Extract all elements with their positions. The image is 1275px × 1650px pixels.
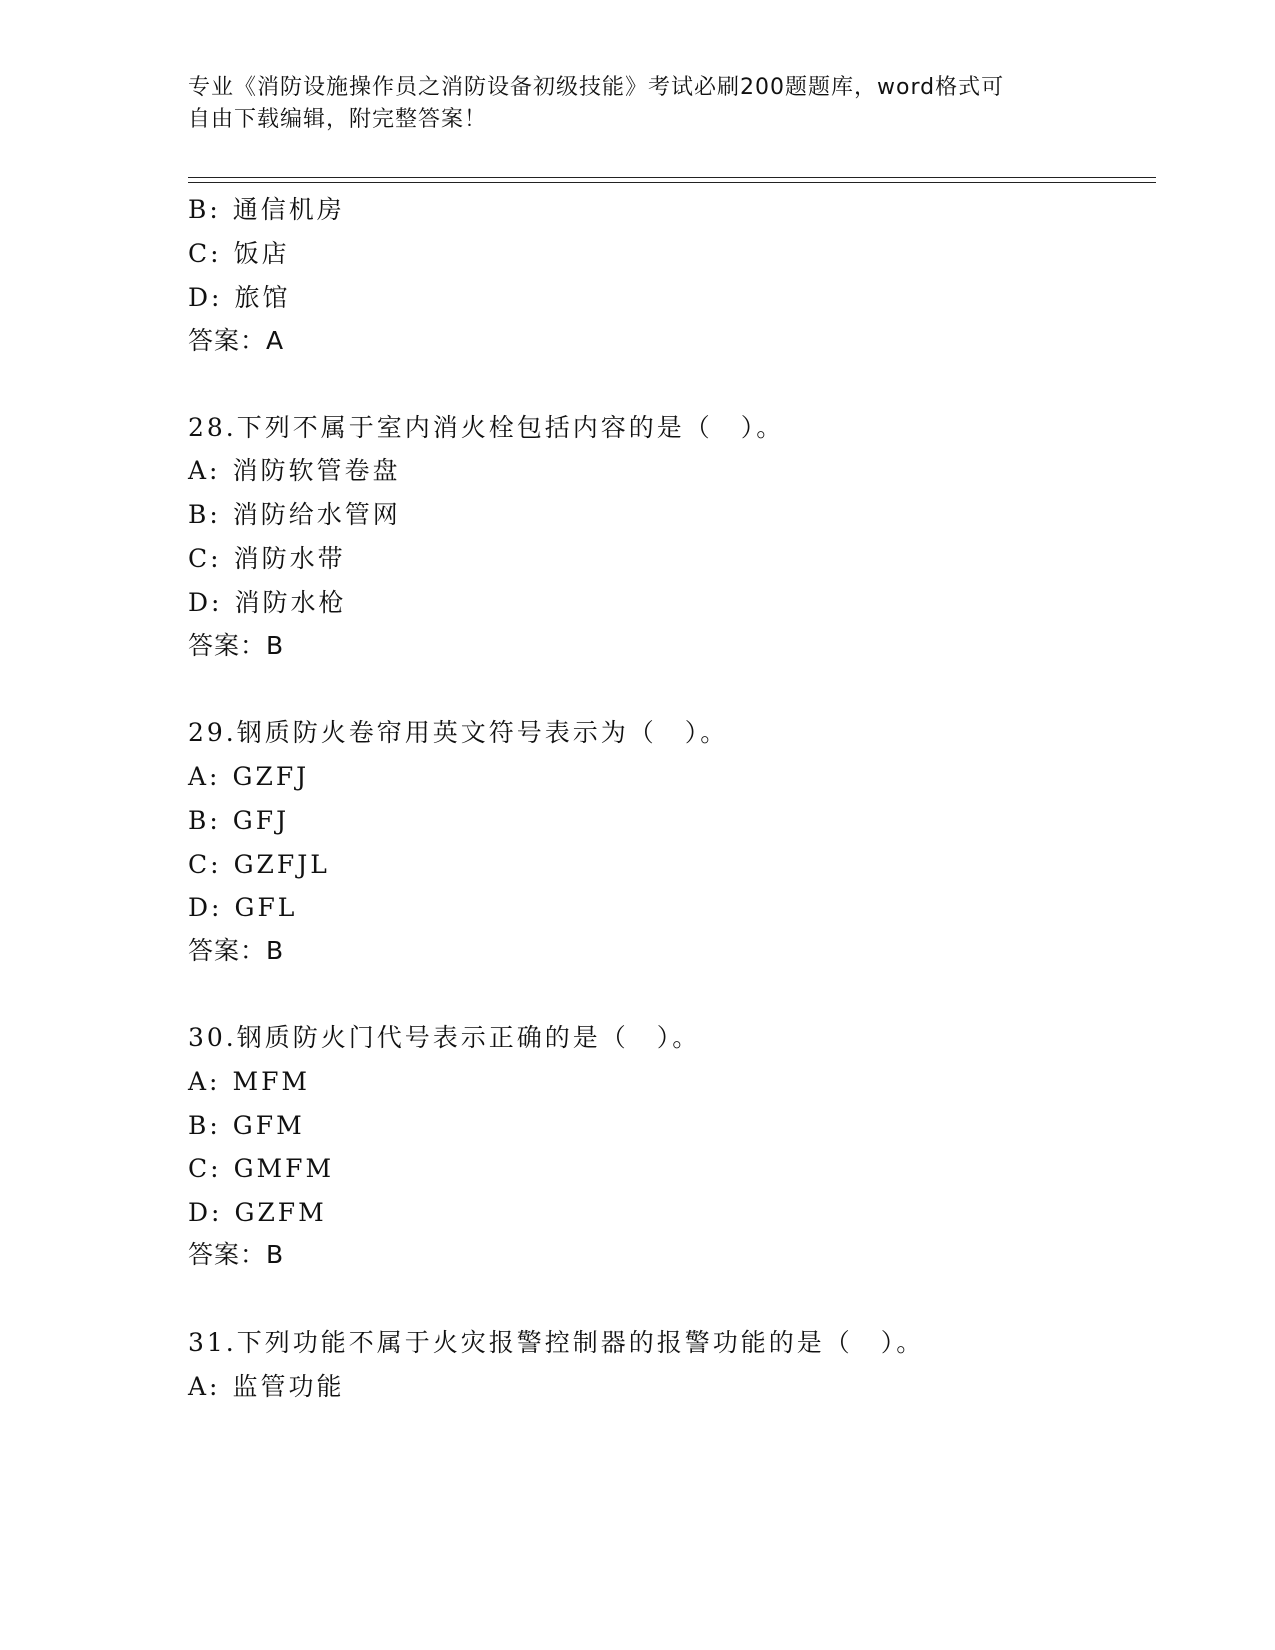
question-stem: 31.下列功能不属于火灾报警控制器的报警功能的是（ ）。 (188, 1328, 925, 1357)
option-label: D: (188, 588, 223, 617)
option-label: A: (188, 1067, 221, 1096)
option-row (188, 1154, 334, 1184)
option-text: GZFJL (233, 850, 330, 879)
option-label: D: (188, 893, 223, 922)
option-row (188, 893, 297, 923)
option-row (188, 283, 290, 313)
option-row (188, 588, 346, 618)
option-label: D: (188, 1198, 223, 1227)
question-stem: 29.钢质防火卷帘用英文符号表示为（ ）。 (188, 718, 729, 747)
option-row (188, 195, 345, 225)
option-row (188, 500, 401, 530)
option-text: 消防水枪 (234, 588, 347, 617)
option-row (188, 239, 290, 269)
option-row (188, 806, 289, 836)
option-row (188, 544, 346, 574)
header-divider-top (188, 177, 1156, 178)
question-stem: 30.钢质防火门代号表示正确的是（ ）。 (188, 1023, 701, 1052)
option-row (188, 456, 401, 486)
header-line-2: 自由下载编辑，附完整答案！ (188, 107, 488, 132)
answer-line: 答案：B (188, 936, 285, 965)
option-label: B: (188, 500, 221, 529)
option-label: B: (188, 806, 221, 835)
option-label: C: (188, 850, 222, 879)
option-text: GFJ (232, 806, 290, 835)
option-label: A: (188, 1372, 221, 1401)
option-text: 监管功能 (232, 1372, 345, 1401)
option-text: 消防给水管网 (232, 500, 401, 529)
option-label: C: (188, 544, 222, 573)
option-row (188, 850, 330, 880)
question-stem: 28.下列不属于室内消火栓包括内容的是（ ）。 (188, 413, 785, 442)
option-row (188, 1067, 310, 1097)
option-label: B: (188, 195, 221, 224)
option-label: A: (188, 456, 221, 485)
option-label: D: (188, 283, 223, 312)
option-text: GMFM (233, 1154, 335, 1183)
option-text: GFM (232, 1111, 305, 1140)
option-text: 旅馆 (234, 283, 291, 312)
option-row (188, 1372, 345, 1402)
option-text: 消防水带 (233, 544, 346, 573)
option-text: 通信机房 (232, 195, 345, 224)
option-text: GZFM (234, 1198, 327, 1227)
option-label: A: (188, 762, 221, 791)
option-text: GFL (234, 893, 298, 922)
answer-line: 答案：A (188, 326, 285, 355)
option-label: C: (188, 1154, 222, 1183)
document-header (188, 72, 1088, 136)
option-row (188, 762, 309, 792)
option-text: 饭店 (233, 239, 290, 268)
option-text: GZFJ (232, 762, 310, 791)
option-text: MFM (232, 1067, 311, 1096)
option-row (188, 1198, 327, 1228)
option-label: C: (188, 239, 222, 268)
option-label: B: (188, 1111, 221, 1140)
option-row (188, 1111, 305, 1141)
header-line-1: 专业《消防设施操作员之消防设备初级技能》考试必刷200题题库，word格式可 (188, 75, 1005, 100)
answer-line: 答案：B (188, 631, 285, 660)
header-divider-bottom (188, 182, 1156, 183)
option-text: 消防软管卷盘 (232, 456, 401, 485)
answer-line: 答案：B (188, 1240, 285, 1269)
